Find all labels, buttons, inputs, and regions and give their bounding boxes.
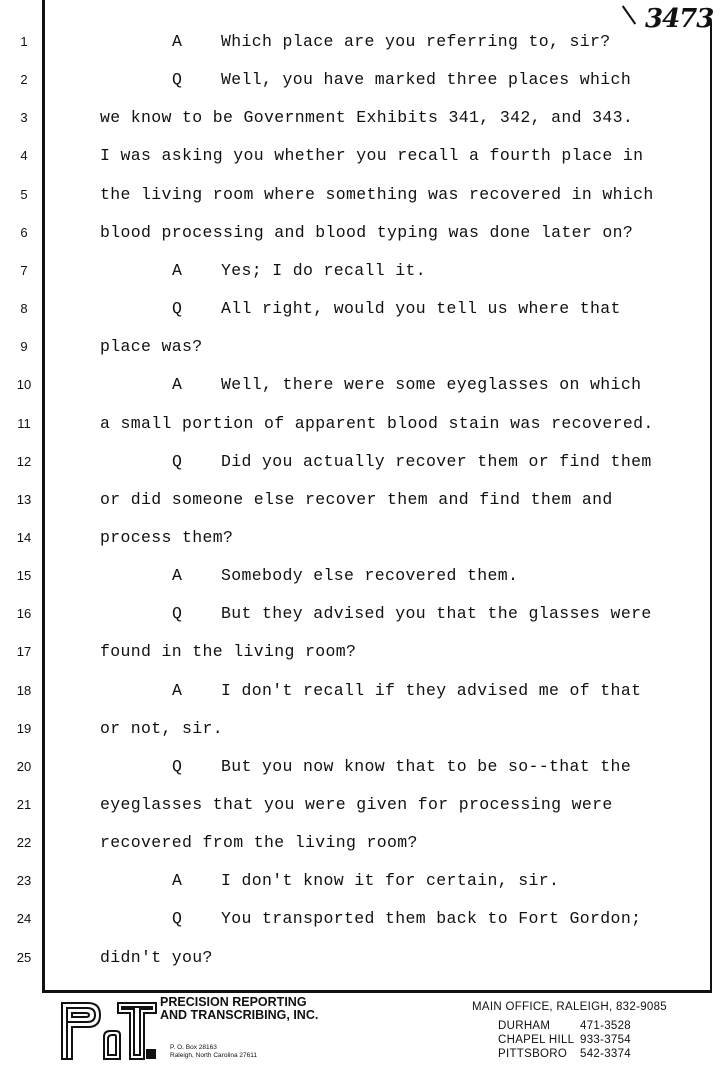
testimony-text: a small portion of apparent blood stain was recovered. [100, 414, 654, 433]
line-number: 22 [16, 835, 32, 850]
line-number: 2 [20, 72, 28, 87]
testimony-text: I don't recall if they advised me of that [221, 681, 642, 700]
line-number: 9 [20, 339, 28, 354]
main-office: MAIN OFFICE, RALEIGH, 832-9085 [472, 1001, 667, 1013]
line-number: 3 [20, 110, 28, 125]
testimony-text: I was asking you whether you recall a fourth place in [100, 146, 644, 165]
branch-phone: 933-3754 [580, 1034, 631, 1046]
firm-name [160, 996, 318, 1022]
testimony-text: process them? [100, 528, 234, 547]
branch-phone: 542-3374 [580, 1048, 631, 1060]
line-number: 6 [20, 225, 28, 240]
testimony-text: Somebody else recovered them. [221, 566, 519, 585]
line-number: 20 [16, 759, 32, 774]
line-number: 18 [16, 683, 32, 698]
line-number: 11 [17, 416, 31, 431]
testimony-text: Did you actually recover them or find them [221, 452, 652, 471]
testimony-text: we know to be Government Exhibits 341, 342, and 343. [100, 108, 634, 127]
line-number: 12 [16, 454, 32, 469]
speaker-label: Q [172, 299, 183, 318]
speaker-label: Q [172, 757, 183, 776]
branch-phone: 471-3528 [580, 1020, 631, 1032]
line-number: 17 [16, 644, 32, 659]
right-margin-rule [710, 22, 712, 992]
speaker-label: A [172, 261, 183, 280]
speaker-label: A [172, 871, 183, 890]
speaker-label: A [172, 32, 183, 51]
line-number: 13 [16, 492, 32, 507]
city-line: Raleigh, North Carolina 27611 [170, 1052, 257, 1059]
line-number: 4 [20, 148, 28, 163]
testimony-text: blood processing and blood typing was done later on? [100, 223, 634, 242]
line-number: 19 [16, 721, 32, 736]
branch-name: PITTSBORO [498, 1048, 568, 1060]
testimony-text: Well, you have marked three places which [221, 70, 632, 89]
testimony-text: found in the living room? [100, 642, 357, 661]
testimony-text: the living room where something was recovered in which [100, 185, 654, 204]
line-number: 25 [16, 950, 32, 965]
testimony-text: eyeglasses that you were given for processing were [100, 795, 613, 814]
testimony-text: I don't know it for certain, sir. [221, 871, 560, 890]
firm-name-line2: AND TRANSCRIBING, INC. [160, 1008, 319, 1022]
firm-address [170, 1044, 257, 1060]
page-number-tick [622, 5, 636, 24]
line-number: 16 [16, 606, 32, 621]
testimony-text: All right, would you tell us where that [221, 299, 621, 318]
testimony-text: or did someone else recover them and find them and [100, 490, 613, 509]
testimony-text: You transported them back to Fort Gordon; [221, 909, 642, 928]
line-number: 7 [20, 263, 28, 278]
testimony-text: Which place are you referring to, sir? [221, 32, 611, 51]
testimony-text: recovered from the living room? [100, 833, 418, 852]
page-number: 3473 [645, 4, 714, 34]
line-number: 24 [16, 911, 32, 926]
firm-name-line1: PRECISION REPORTING [160, 995, 307, 1009]
company-logo [58, 997, 158, 1061]
speaker-label: Q [172, 604, 183, 623]
speaker-label: Q [172, 452, 183, 471]
line-number: 10 [16, 377, 32, 392]
testimony-text: didn't you? [100, 948, 213, 967]
testimony-text: Well, there were some eyeglasses on which [221, 375, 642, 394]
line-number: 1 [20, 34, 28, 49]
testimony-text: place was? [100, 337, 203, 356]
line-number: 15 [16, 568, 32, 583]
speaker-label: A [172, 566, 183, 585]
po-box: P. O. Box 28163 [170, 1044, 217, 1051]
branch-name: DURHAM [498, 1020, 551, 1032]
line-number: 21 [16, 797, 32, 812]
line-number: 8 [20, 301, 28, 316]
testimony-text: or not, sir. [100, 719, 224, 738]
speaker-label: Q [172, 909, 183, 928]
branch-name: CHAPEL HILL [498, 1034, 575, 1046]
line-number: 14 [16, 530, 32, 545]
bottom-rule [42, 990, 712, 993]
speaker-label: A [172, 375, 183, 394]
speaker-label: A [172, 681, 183, 700]
testimony-text: Yes; I do recall it. [221, 261, 427, 280]
speaker-label: Q [172, 70, 183, 89]
testimony-text: But you now know that to be so--that the [221, 757, 632, 776]
line-number: 23 [16, 873, 32, 888]
testimony-text: But they advised you that the glasses were [221, 604, 652, 623]
line-number: 5 [20, 187, 28, 202]
left-margin-rule [42, 0, 45, 992]
